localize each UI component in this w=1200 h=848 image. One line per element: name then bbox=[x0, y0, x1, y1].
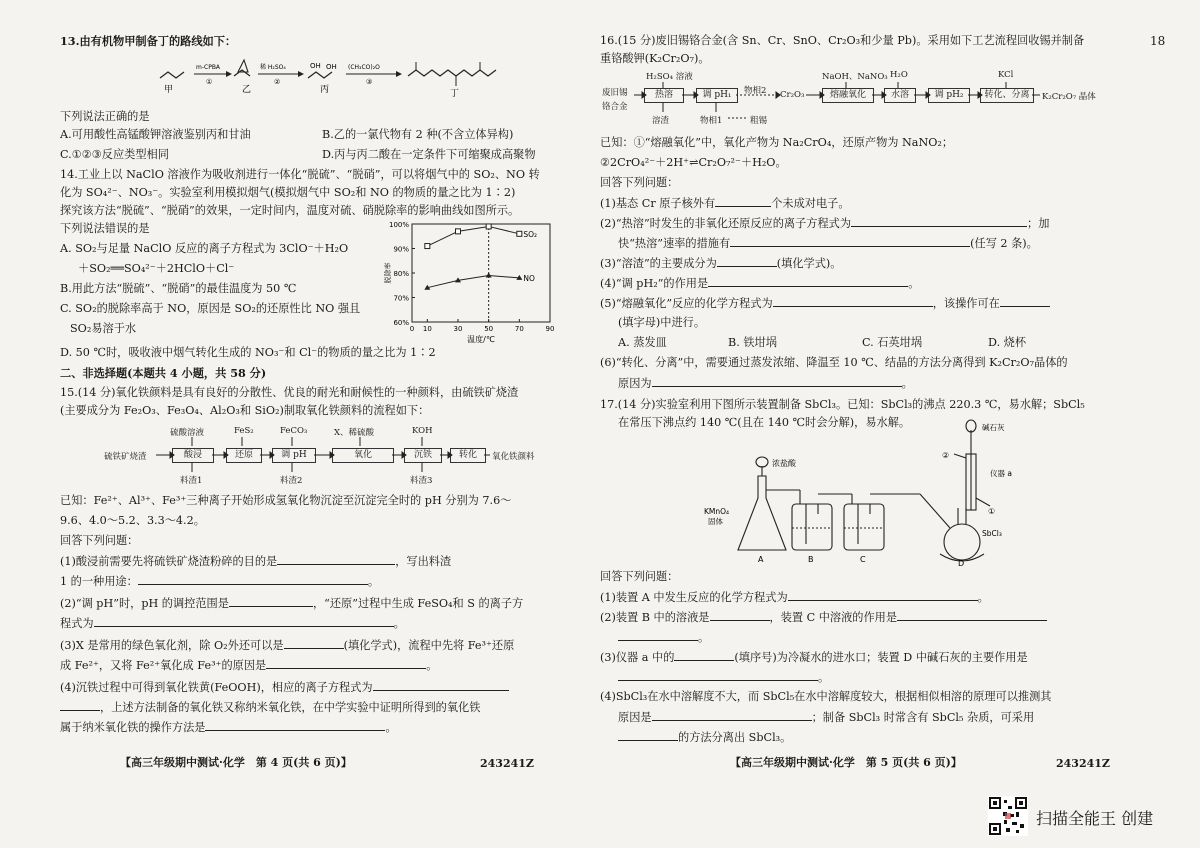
x-tick-label: 70 bbox=[514, 325, 524, 333]
flow-start-2: 铬合金 bbox=[602, 102, 628, 112]
reagent-1: m-CPBA bbox=[196, 64, 221, 71]
right-code: 243241Z bbox=[1056, 757, 1110, 770]
flow-arrows bbox=[600, 70, 1100, 132]
name-bing: 丙 bbox=[320, 85, 330, 95]
q14-ask: 下列说法错误的是 bbox=[60, 222, 150, 235]
answer-blank[interactable] bbox=[373, 680, 509, 691]
answer-blank[interactable] bbox=[229, 596, 313, 607]
x-tick-label: 50 bbox=[484, 325, 494, 333]
flow-cr2o3: Cr₂O₃ bbox=[780, 90, 805, 100]
label-solid: 固体 bbox=[708, 517, 723, 526]
q15-flowchart bbox=[60, 424, 560, 488]
answer-blank[interactable] bbox=[897, 610, 1047, 621]
q15-sub1-line2: 1 的一种用途： 。 bbox=[60, 575, 380, 588]
y-tick-label: 100% bbox=[388, 221, 409, 229]
q16-s5a: (5)“熔融氧化”反应的化学方程式为 bbox=[600, 297, 773, 310]
label-b: B bbox=[808, 555, 814, 564]
q17-line2: 在常压下沸点约 140 ℃(且在 140 ℃时会分解)，易水解。 bbox=[618, 416, 911, 429]
waste-3: 料渣3 bbox=[410, 476, 433, 486]
q17-ask: 回答下列问题： bbox=[600, 570, 679, 583]
answer-blank[interactable] bbox=[788, 590, 978, 601]
y-axis-label: 脱除率 bbox=[384, 262, 392, 284]
q15-sub2-line2: 程式为 。 bbox=[60, 617, 405, 630]
q17-sub1 bbox=[600, 590, 989, 605]
q15-line1: 15.(14 分)氧化铁颜料是具有良好的分散性、优良的耐光和耐候性的一种颜料，由硫铁矿烧渣 bbox=[60, 386, 519, 399]
q16-line2: 重铬酸钾(K₂Cr₂O₇)。 bbox=[600, 52, 710, 65]
right-footer: 【高三年级期中测试·化学 第 5 页(共 6 页)】 bbox=[730, 756, 962, 769]
q16-s6a: (6)“转化、分离”中，需要通过蒸发浓缩、降温至 10 ℃、结晶的方法分离得到 K₂Cr₂O₇晶体的 bbox=[600, 356, 1068, 369]
answer-blank[interactable] bbox=[674, 650, 734, 661]
q16-sub3 bbox=[600, 256, 841, 271]
q16-opt-c: C. 石英坩埚 bbox=[862, 336, 923, 349]
q17-s1a: (1)装置 A 中发生反应的化学方程式为 bbox=[600, 591, 788, 604]
flow-start: 硫铁矿烧渣 bbox=[104, 452, 147, 462]
q17-sub3-line1 bbox=[600, 650, 1028, 665]
q14-line3: 探究该方法“脱硫”、“脱硝”的效果，一定时间内，温度对硫、硝脱除率的影响曲线如图所示。 bbox=[60, 204, 520, 217]
flow-step-reduce: 还原 bbox=[226, 448, 262, 463]
bottom-phase1: 物相1 bbox=[700, 116, 723, 126]
waste-2: 料渣2 bbox=[280, 476, 303, 486]
q15-s1c: 1 的一种用途： bbox=[60, 575, 138, 588]
q16-s2a: (2)“热溶”时发生的非氧化还原反应的离子方程式为 bbox=[600, 217, 852, 230]
flow-step-melt-oxidize: 熔融氧化 bbox=[822, 88, 874, 103]
svg-text:OH: OH bbox=[310, 62, 321, 70]
right-page bbox=[600, 30, 1110, 770]
label-kmno4: KMnO₄ bbox=[704, 507, 730, 516]
q15-sub4-line1 bbox=[60, 680, 509, 695]
scanner-watermark: 扫描全能王 创建 bbox=[1036, 809, 1154, 828]
y-tick-label: 90% bbox=[393, 245, 409, 254]
label-c: C bbox=[860, 555, 866, 564]
q15-known2: 9.6、4.0～5.2、3.3～4.2。 bbox=[60, 514, 205, 527]
q17-sub2-line1 bbox=[600, 610, 1047, 625]
series-line-0 bbox=[427, 226, 519, 246]
q14-line1: 14.工业上以 NaClO 溶液作为吸收剂进行一体化“脱硫”、“脱硝”，可以将烟气中的 SO₂、NO 转 bbox=[60, 168, 540, 181]
svg-text:OH: OH bbox=[326, 63, 337, 71]
bottom-slag: 溶渣 bbox=[652, 116, 670, 126]
q17-sub4-line3 bbox=[618, 730, 791, 745]
answer-blank[interactable] bbox=[1000, 296, 1050, 307]
answer-blank[interactable] bbox=[618, 630, 698, 641]
answer-blank[interactable] bbox=[94, 616, 394, 627]
q16-s1a: (1)基态 Cr 原子核外有 bbox=[600, 197, 716, 210]
q17-s2a: (2)装置 B 中的溶液是 bbox=[600, 611, 710, 624]
reagent-3: (CH₃CO)₂O bbox=[348, 64, 380, 71]
q16-flowchart bbox=[600, 70, 1100, 132]
q16-s5b: ，该操作可在 bbox=[932, 297, 1000, 310]
q15-s1a: (1)酸浸前需要先将硫铁矿烧渣粉碎的目的是 bbox=[60, 555, 278, 568]
q13-synthesis-route bbox=[150, 52, 550, 102]
q15-s3a: (3)X 是常用的绿色氧化剂，除 O₂外还可以是 bbox=[60, 639, 284, 652]
q13-option-d: D.丙与丙二酸在一定条件下可缩聚成高聚物 bbox=[322, 148, 536, 161]
data-point-so2 bbox=[517, 231, 522, 236]
q16-sub2-line1 bbox=[600, 216, 1049, 231]
y-tick-label: 60% bbox=[393, 319, 409, 327]
qr-code-icon bbox=[988, 796, 1028, 836]
q13-option-b: B.乙的一氯代物有 2 种(不含立体异构) bbox=[322, 128, 514, 141]
name-ding: 丁 bbox=[450, 89, 460, 99]
step-3: ③ bbox=[366, 78, 373, 86]
answer-blank[interactable] bbox=[652, 376, 902, 387]
q17-sub3-line2 bbox=[618, 670, 829, 685]
q16-sub1 bbox=[600, 196, 850, 211]
q16-s1b: 个未成对电子。 bbox=[771, 197, 850, 210]
q17-line1: 17.(14 分)实验室利用下图所示装置制备 SbCl₃。已知：SbCl₃的沸点 220.3 ℃，易水解；SbCl₅ bbox=[600, 398, 1085, 411]
q16-sub4 bbox=[600, 276, 919, 291]
q14-option-a1: A. SO₂与足量 NaClO 反应的离子方程式为 3ClO⁻＋H₂O bbox=[60, 242, 349, 255]
answer-blank[interactable] bbox=[277, 554, 395, 565]
answer-blank[interactable] bbox=[710, 610, 770, 621]
answer-blank[interactable] bbox=[851, 216, 1027, 227]
q16-line1: 16.(15 分)废旧锡铬合金(含 Sn、Cr、SnO、Cr₂O₃和少量 Pb)。采用如下工艺流程回收锡并制备 bbox=[600, 34, 1085, 47]
q17-s4c: ；制备 SbCl₃ 时常含有 SbCl₅ 杂质，可采用 bbox=[811, 711, 1035, 724]
q17-s4a: (4)SbCl₃在水中溶解度不大，而 SbCl₅在水中溶解度较大，根据相似相溶的原理可以推测其 bbox=[600, 690, 1052, 703]
answer-blank[interactable] bbox=[715, 196, 771, 207]
x-tick-label: 0 bbox=[409, 325, 415, 333]
section-2-heading: 二、非选择题(本题共 4 小题，共 58 分) bbox=[60, 366, 267, 380]
bottom-crude-tin: 粗锡 bbox=[750, 116, 768, 126]
top-h2o: H₂O bbox=[890, 70, 908, 80]
q15-sub3-line1 bbox=[60, 638, 514, 653]
q16-opt-d: D. 烧杯 bbox=[988, 336, 1027, 349]
q16-sub5-line1 bbox=[600, 296, 1050, 311]
q17-s1b: 。 bbox=[977, 591, 989, 604]
q15-known1: 已知：Fe²⁺、Al³⁺、Fe³⁺三种离子开始形成氢氧化物沉淀至沉淀完全时的 pH 分别为 7.6～ bbox=[60, 494, 512, 507]
answer-blank[interactable] bbox=[652, 710, 812, 721]
label-sbcl3: SbCl₃ bbox=[982, 529, 1002, 538]
q15-s4c: 属于纳米氧化铁的操作方法是 bbox=[60, 721, 206, 734]
y-tick-label: 70% bbox=[393, 294, 409, 303]
flow-step-oxidize: 氧化 bbox=[332, 448, 394, 463]
q16-opt-b: B. 铁坩埚 bbox=[728, 336, 777, 349]
label-d: D bbox=[958, 559, 965, 568]
left-footer: 【高三年级期中测试·化学 第 4 页(共 6 页)】 bbox=[120, 756, 352, 769]
y-tick-label: 80% bbox=[393, 270, 409, 278]
flow-start-1: 废旧锡 bbox=[602, 88, 628, 98]
q16-ask: 回答下列问题： bbox=[600, 176, 679, 189]
q16-s4b: 。 bbox=[908, 277, 920, 290]
flow-step-convert: 转化 bbox=[450, 448, 486, 463]
x-axis-label: 温度/℃ bbox=[467, 335, 495, 344]
top-naoh: NaOH、NaNO₃ bbox=[822, 72, 888, 82]
reagent-sulfuric: 硫酸溶液 bbox=[170, 428, 205, 438]
q15-sub3-line2: 成 Fe²⁺，又将 Fe²⁺氧化成 Fe³⁺的原因是 。 bbox=[60, 659, 438, 672]
flow-arrows bbox=[60, 424, 560, 488]
reagent-x: X、稀硫酸 bbox=[334, 428, 375, 438]
data-point-so2 bbox=[456, 229, 461, 234]
q17-sub2-line2 bbox=[618, 630, 709, 645]
flow-step-adjust-ph: 调 pH bbox=[272, 448, 316, 463]
data-point-no bbox=[486, 272, 492, 277]
q14-option-d: D. 50 ℃时，吸收液中烟气转化生成的 NO₃⁻和 Cl⁻的物质的量之比为 1∶2 bbox=[60, 346, 436, 359]
q15-s1b: ，写出料渣 bbox=[395, 555, 452, 568]
flow-step-convert-separate: 转化、分离 bbox=[980, 88, 1034, 103]
reagent-fes2: FeS₂ bbox=[234, 426, 254, 436]
left-page bbox=[60, 30, 560, 770]
q16-s2d: (任写 2 条)。 bbox=[970, 237, 1038, 250]
reagent-2: 稀 H₂SO₄ bbox=[260, 64, 286, 71]
flow-end: K₂Cr₂O₇ 晶体 bbox=[1042, 92, 1096, 102]
x-tick-label: 10 bbox=[422, 325, 432, 333]
q14-option-c2: SO₂易溶于水 bbox=[70, 322, 137, 335]
label-instrument-a: 仪器 a bbox=[990, 469, 1012, 478]
q17-s3c: 。 bbox=[818, 671, 830, 684]
answer-blank[interactable] bbox=[618, 730, 678, 741]
q16-s5c: (填字母)中进行。 bbox=[618, 316, 706, 329]
q14-removal-rate-chart bbox=[382, 216, 562, 346]
q17-s4d: 的方法分离出 SbCl₃。 bbox=[678, 731, 792, 744]
series-label: NO bbox=[523, 273, 535, 283]
q13-stem: 13.由有机物甲制备丁的路线如下： bbox=[60, 34, 237, 48]
answer-blank[interactable] bbox=[284, 638, 344, 649]
answer-blank[interactable] bbox=[708, 276, 908, 287]
name-jia: 甲 bbox=[164, 85, 174, 95]
q15-s3b: (填化学式)，流程中先将 Fe³⁺还原 bbox=[343, 639, 515, 652]
series-line-1 bbox=[427, 275, 519, 287]
q15-sub2-line1 bbox=[60, 596, 523, 611]
q15-s4a: (4)沉铁过程中可得到氧化铁黄(FeOOH)，相应的离子方程式为 bbox=[60, 681, 373, 694]
flow-step-ph1: 调 pH₁ bbox=[696, 88, 738, 103]
q15-s2a: (2)“调 pH”时，pH 的调控范围是 bbox=[60, 597, 229, 610]
flow-step-water-dissolve: 水溶 bbox=[884, 88, 916, 103]
q14-option-c1: C. SO₂的脱除率高于 NO，原因是 SO₂的还原性比 NO 强且 bbox=[60, 302, 361, 315]
label-soda-lime: 碱石灰 bbox=[982, 423, 1005, 432]
q15-sub1-line1 bbox=[60, 554, 451, 569]
series-label: SO₂ bbox=[523, 229, 538, 239]
step-1: ① bbox=[206, 78, 213, 86]
flow-step-ph2: 调 pH₂ bbox=[928, 88, 970, 103]
q14-option-b: B.用此方法“脱硫”、“脱硝”的最佳温度为 50 ℃ bbox=[60, 282, 297, 295]
label-a: A bbox=[758, 555, 764, 564]
flow-step-precipitate: 沉铁 bbox=[404, 448, 442, 463]
data-point-so2 bbox=[486, 224, 491, 229]
data-point-so2 bbox=[425, 244, 430, 249]
answer-blank[interactable] bbox=[717, 256, 777, 267]
left-code: 243241Z bbox=[480, 757, 534, 770]
q17-s2c: 。 bbox=[698, 631, 710, 644]
q15-sub4-line2 bbox=[60, 700, 480, 715]
q16-s6b: 原因为 bbox=[618, 377, 652, 390]
q15-s2c: 程式为 bbox=[60, 617, 94, 630]
q15-s3c: 成 Fe²⁺，又将 Fe²⁺氧化成 Fe³⁺的原因是 bbox=[60, 659, 267, 672]
q14-option-a2: ＋SO₂══SO₄²⁻＋2HClO＋Cl⁻ bbox=[78, 262, 235, 275]
q16-opt-a: A. 蒸发皿 bbox=[618, 336, 667, 349]
q15-sub4-line3: 属于纳米氧化铁的操作方法是 。 bbox=[60, 721, 397, 734]
name-yi: 乙 bbox=[242, 85, 252, 95]
q16-sub2-line2 bbox=[618, 236, 1038, 251]
answer-blank[interactable] bbox=[205, 720, 385, 731]
q15-s2b: ，“还原”过程中生成 FeSO₄和 S 的离子方 bbox=[312, 597, 524, 610]
flow-step-acid-leach: 酸浸 bbox=[172, 448, 214, 463]
answer-blank[interactable] bbox=[618, 670, 818, 681]
flow-step-hot-dissolve: 热溶 bbox=[644, 88, 684, 103]
answer-blank[interactable] bbox=[266, 658, 426, 669]
reagent-koh: KOH bbox=[412, 426, 433, 436]
q15-ask: 回答下列问题： bbox=[60, 534, 139, 547]
answer-blank[interactable] bbox=[138, 574, 368, 585]
q17-s3b: (填序号)为冷凝水的进水口；装置 D 中碱石灰的主要作用是 bbox=[734, 651, 1028, 664]
q16-s2c: 快“热溶”速率的措施有 bbox=[618, 237, 731, 250]
q17-apparatus bbox=[700, 418, 1060, 568]
q17-s3a: (3)仪器 a 中的 bbox=[600, 651, 675, 664]
q16-known2: ②2CrO₄²⁻＋2H⁺⇌Cr₂O₇²⁻＋H₂O。 bbox=[600, 156, 787, 169]
q16-s4a: (4)“调 pH₂”的作用是 bbox=[600, 277, 709, 290]
q15-s4b: ，上述方法制备的氧化铁又称纳米氧化铁，在中学实验中证明所得到的氧化铁 bbox=[100, 701, 481, 714]
step-2: ② bbox=[274, 78, 281, 86]
flow-phase2: 物相2 bbox=[744, 86, 767, 96]
answer-blank[interactable] bbox=[773, 296, 933, 307]
q17-sub4-line2 bbox=[618, 710, 1034, 725]
page-corner-number: 18 bbox=[1150, 34, 1166, 48]
label-port-2: ② bbox=[942, 451, 950, 460]
q13-ask: 下列说法正确的是 bbox=[60, 110, 150, 123]
answer-blank[interactable] bbox=[60, 700, 100, 711]
top-kcl: KCl bbox=[998, 70, 1014, 80]
label-hcl: 浓盐酸 bbox=[772, 459, 796, 468]
flow-end: 氧化铁颜料 bbox=[492, 452, 535, 462]
q16-sub6-line2: 原因为 。 bbox=[618, 377, 913, 390]
reagent-feco3: FeCO₃ bbox=[280, 426, 308, 436]
answer-blank[interactable] bbox=[730, 236, 970, 247]
label-port-1: ① bbox=[988, 507, 996, 516]
x-tick-label: 90 bbox=[545, 325, 555, 333]
q13-option-c: C.①②③反应类型相同 bbox=[60, 148, 169, 161]
q16-s2b: ；加 bbox=[1027, 217, 1050, 230]
q14-line2: 化为 SO₄²⁻、NO₃⁻。实验室利用模拟烟气(模拟烟气中 SO₂和 NO 的物质的量之比为 1∶2) bbox=[60, 186, 516, 199]
q17-s2b: ，装置 C 中溶液的作用是 bbox=[769, 611, 898, 624]
top-h2so4: H₂SO₄ 溶液 bbox=[646, 72, 693, 82]
waste-1: 料渣1 bbox=[180, 476, 203, 486]
x-tick-label: 30 bbox=[453, 325, 463, 333]
q17-s4b: 原因是 bbox=[618, 711, 652, 724]
q16-s3b: (填化学式)。 bbox=[776, 257, 842, 270]
q16-s3a: (3)“溶渣”的主要成分为 bbox=[600, 257, 717, 270]
q16-known1: 已知：①“熔融氧化”中，氧化产物为 Na₂CrO₄，还原产物为 NaNO₂； bbox=[600, 136, 954, 149]
q15-line2: (主要成分为 Fe₂O₃、Fe₃O₄、Al₂O₃和 SiO₂)制取氧化铁颜料的流程如下： bbox=[60, 404, 430, 417]
q13-option-a: A.可用酸性高锰酸钾溶液鉴别丙和甘油 bbox=[60, 128, 251, 141]
